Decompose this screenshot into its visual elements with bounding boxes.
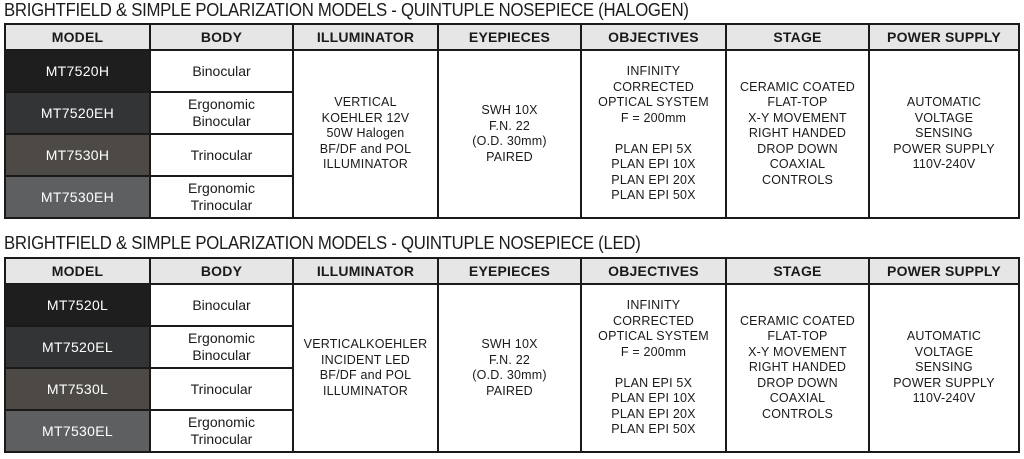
model-cell: MT7530EL xyxy=(5,410,150,452)
table-row xyxy=(5,284,1019,326)
illuminator-cell: VERTICALKOEHLER INCIDENT LED BF/DF and POL ILLUMINATOR xyxy=(293,284,438,452)
header-body: BODY xyxy=(150,258,293,284)
power-supply-cell: AUTOMATIC VOLTAGE SENSING POWER SUPPLY 110V-240V xyxy=(869,284,1019,452)
header-objectives: OBJECTIVES xyxy=(581,258,726,284)
power-supply-cell: AUTOMATIC VOLTAGE SENSING POWER SUPPLY 110V-240V xyxy=(869,50,1019,218)
header-stage: STAGE xyxy=(726,258,869,284)
header-stage: STAGE xyxy=(726,24,869,50)
table-header-row xyxy=(5,258,1019,284)
model-cell: MT7530L xyxy=(5,368,150,410)
spec-table-halogen xyxy=(4,23,1020,219)
section-title-halogen: BRIGHTFIELD & SIMPLE POLARIZATION MODELS - QUINTUPLE NOSEPIECE (HALOGEN) xyxy=(4,0,689,20)
body-cell: Trinocular xyxy=(150,134,293,176)
model-cell: MT7520EH xyxy=(5,92,150,134)
body-cell: Trinocular xyxy=(150,368,293,410)
body-cell: Ergonomic Trinocular xyxy=(150,176,293,218)
body-cell: Binocular xyxy=(150,284,293,326)
stage-cell: CERAMIC COATED FLAT-TOP X-Y MOVEMENT RIGHT HANDED DROP DOWN COAXIAL CONTROLS xyxy=(726,284,869,452)
body-cell: Ergonomic Trinocular xyxy=(150,410,293,452)
header-model: MODEL xyxy=(5,24,150,50)
illuminator-cell: VERTICAL KOEHLER 12V 50W Halogen BF/DF and POL ILLUMINATOR xyxy=(293,50,438,218)
objectives-cell: INFINITY CORRECTED OPTICAL SYSTEM F = 200mm PLAN EPI 5X PLAN EPI 10X PLAN EPI 20X PLAN EPI 50X xyxy=(581,50,726,218)
header-eyepieces: EYEPIECES xyxy=(438,258,581,284)
model-cell: MT7520EL xyxy=(5,326,150,368)
body-cell: Ergonomic Binocular xyxy=(150,326,293,368)
objectives-cell: INFINITY CORRECTED OPTICAL SYSTEM F = 200mm PLAN EPI 5X PLAN EPI 10X PLAN EPI 20X PLAN EPI 50X xyxy=(581,284,726,452)
header-illuminator: ILLUMINATOR xyxy=(293,258,438,284)
model-cell: MT7530H xyxy=(5,134,150,176)
header-model: MODEL xyxy=(5,258,150,284)
body-cell: Ergonomic Binocular xyxy=(150,92,293,134)
spec-table-led xyxy=(4,257,1020,453)
model-cell: MT7520H xyxy=(5,50,150,92)
header-power-supply: POWER SUPPLY xyxy=(869,258,1019,284)
header-power-supply: POWER SUPPLY xyxy=(869,24,1019,50)
body-cell: Binocular xyxy=(150,50,293,92)
eyepieces-cell: SWH 10X F.N. 22 (O.D. 30mm) PAIRED xyxy=(438,50,581,218)
stage-cell: CERAMIC COATED FLAT-TOP X-Y MOVEMENT RIGHT HANDED DROP DOWN COAXIAL CONTROLS xyxy=(726,50,869,218)
header-objectives: OBJECTIVES xyxy=(581,24,726,50)
eyepieces-cell: SWH 10X F.N. 22 (O.D. 30mm) PAIRED xyxy=(438,284,581,452)
model-cell: MT7520L xyxy=(5,284,150,326)
header-body: BODY xyxy=(150,24,293,50)
table-row xyxy=(5,50,1019,92)
header-eyepieces: EYEPIECES xyxy=(438,24,581,50)
section-title-led: BRIGHTFIELD & SIMPLE POLARIZATION MODELS - QUINTUPLE NOSEPIECE (LED) xyxy=(4,233,641,253)
header-illuminator: ILLUMINATOR xyxy=(293,24,438,50)
table-header-row xyxy=(5,24,1019,50)
model-cell: MT7530EH xyxy=(5,176,150,218)
